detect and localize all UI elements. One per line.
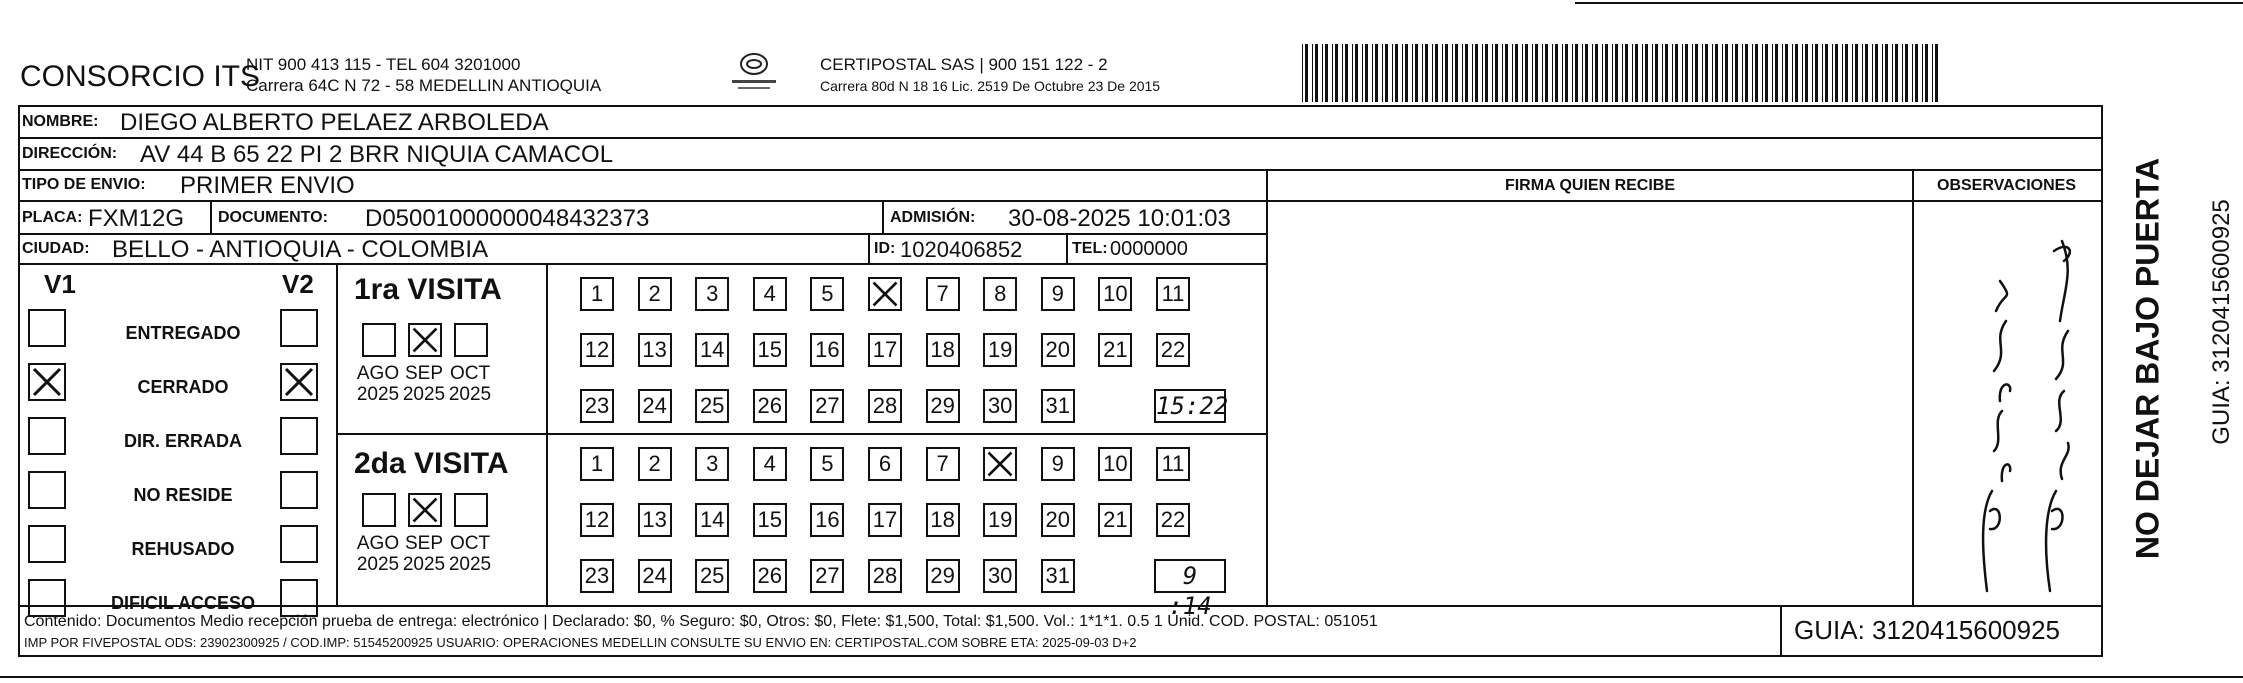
firma-header — [1268, 171, 1912, 202]
visit-1-month-year: 2025 — [356, 384, 400, 405]
visit-2-day-21[interactable]: 21 — [1098, 503, 1132, 537]
handwritten-observation — [1932, 211, 2092, 601]
status-label: DIR. ERRADA — [123, 431, 242, 451]
visit-1-day-12[interactable]: 12 — [580, 333, 614, 367]
row-nombre — [20, 107, 2103, 139]
visit-1-month-name: AGO — [356, 363, 400, 384]
visit-1-month-year: 2025 — [402, 384, 446, 405]
visit-1-day-20[interactable]: 20 — [1041, 333, 1075, 367]
visit-2-month-year: 2025 — [356, 554, 400, 575]
row-placa — [20, 202, 1268, 235]
visit-1-day-27[interactable]: 27 — [810, 389, 844, 423]
visit-1-day-25[interactable]: 25 — [695, 389, 729, 423]
visit-1-month-box[interactable] — [454, 323, 488, 357]
status-label: NO RESIDE — [133, 485, 233, 505]
visit-1-day-10[interactable]: 10 — [1098, 277, 1132, 311]
visit-2-panel — [338, 435, 1266, 620]
visit-2-day-4[interactable]: 4 — [753, 447, 787, 481]
id-value: 1020406852 — [900, 237, 1023, 262]
ciudad-label: CIUDAD: — [22, 240, 90, 257]
visit-1-divider — [546, 265, 548, 433]
checked-mark — [985, 449, 1015, 479]
direccion-label: DIRECCIÓN: — [22, 145, 118, 162]
visit-2-day-6[interactable]: 6 — [868, 447, 902, 481]
visit-1-month-box[interactable] — [362, 323, 396, 357]
side-guia: GUIA: 3120415600925 — [2208, 199, 2235, 445]
checked-mark — [410, 325, 440, 355]
id-label: ID: — [874, 240, 896, 257]
top-right-rule — [1575, 2, 2243, 4]
ciudad-value: BELLO - ANTIOQUIA - COLOMBIA — [112, 236, 489, 263]
placa-label: PLACA: — [22, 209, 83, 226]
checked-mark — [410, 495, 440, 525]
v1-checkbox[interactable] — [28, 417, 66, 455]
visit-2-day-22[interactable]: 22 — [1156, 503, 1190, 537]
visit-2-day-16[interactable]: 16 — [810, 503, 844, 537]
checked-mark — [870, 279, 900, 309]
footer-guia: GUIA: 3120415600925 — [1794, 615, 2060, 645]
footer — [20, 605, 2103, 655]
visit-1-day-23[interactable]: 23 — [580, 389, 614, 423]
admision-divider — [882, 202, 884, 233]
v2-checkbox[interactable] — [280, 471, 318, 509]
visit-1-day-9[interactable]: 9 — [1041, 277, 1075, 311]
visit-1-day-14[interactable]: 14 — [695, 333, 729, 367]
tel-label: TEL: — [1072, 240, 1108, 257]
postal-company: CERTIPOSTAL SAS | 900 151 122 - 2 — [820, 55, 1108, 74]
observaciones-label: OBSERVACIONES — [1937, 177, 2076, 194]
visit-1-title: 1ra VISITA — [354, 273, 502, 306]
visit-1-day-22[interactable]: 22 — [1156, 333, 1190, 367]
direccion-value: AV 44 B 65 22 PI 2 BRR NIQUIA CAMACOL — [140, 141, 614, 168]
visit-1-day-26[interactable]: 26 — [753, 389, 787, 423]
company-name: CONSORCIO ITS — [20, 60, 261, 93]
visit-2-day-29[interactable]: 29 — [926, 559, 960, 593]
nombre-label: NOMBRE: — [22, 113, 99, 130]
checked-mark — [282, 365, 316, 399]
admision-label: ADMISIÓN: — [890, 209, 976, 226]
visit-2-day-17[interactable]: 17 — [868, 503, 902, 537]
visit-2-month-name: SEP — [404, 533, 444, 554]
v2-label: V2 — [282, 269, 314, 299]
visit-2-day-2[interactable]: 2 — [638, 447, 672, 481]
visit-2-time-box[interactable]: 9 :14 — [1154, 559, 1226, 593]
visit-1-day-19[interactable]: 19 — [983, 333, 1017, 367]
visit-2-month-box[interactable] — [362, 493, 396, 527]
visit-2-day-24[interactable]: 24 — [638, 559, 672, 593]
firma-column — [1266, 171, 1914, 605]
visit-2-title: 2da VISITA — [354, 447, 509, 480]
visit-2-day-28[interactable]: 28 — [868, 559, 902, 593]
barcode — [1302, 44, 1940, 102]
row-direccion — [20, 139, 2103, 171]
visit-2-day-13[interactable]: 13 — [638, 503, 672, 537]
tel-divider — [1066, 235, 1068, 263]
tipo-label: TIPO DE ENVIO: — [22, 176, 146, 193]
observaciones-header — [1912, 171, 2101, 202]
row-ciudad — [20, 235, 1268, 265]
visit-1-day-29[interactable]: 29 — [926, 389, 960, 423]
postal-address: Carrera 80d N 18 16 Lic. 2519 De Octubre 23 De 2015 — [820, 78, 1161, 94]
observaciones-column — [1912, 171, 2103, 605]
company-nit: NIT 900 413 115 - TEL 604 3201000 — [246, 55, 521, 74]
visit-2-day-20[interactable]: 20 — [1041, 503, 1075, 537]
visit-2-month-year: 2025 — [402, 554, 446, 575]
status-label: ENTREGADO — [125, 323, 241, 343]
footer-guia-divider — [1780, 607, 1782, 655]
visit-1-time-box[interactable]: 15:22 — [1154, 389, 1226, 423]
status-label: CERRADO — [137, 377, 229, 397]
v2-checkbox[interactable] — [280, 525, 318, 563]
visit-2-day-8[interactable] — [983, 447, 1017, 481]
footer-imp-line: IMP POR FIVEPOSTAL ODS: 23902300925 / COD.IMP: 51545200925 USUARIO: OPERACIONES MEDELLIN CONSULTE SU ENVIO EN: CERTIPOSTAL.COM SOBRE ETA: 2025-09-03 D+2 — [24, 635, 1137, 650]
visit-1-day-1[interactable]: 1 — [580, 277, 614, 311]
visit-2-month-label — [440, 533, 500, 575]
visit-1-day-6[interactable] — [868, 277, 902, 311]
id-divider — [868, 235, 870, 263]
visit-2-day-5[interactable]: 5 — [810, 447, 844, 481]
visit-2-day-30[interactable]: 30 — [983, 559, 1017, 593]
visit-1-day-31[interactable]: 31 — [1041, 389, 1075, 423]
v2-checkbox[interactable] — [280, 309, 318, 347]
visit-1-month-box[interactable] — [408, 323, 442, 357]
visit-1-month-year: 2025 — [448, 384, 492, 405]
visit-1-day-15[interactable]: 15 — [753, 333, 787, 367]
visit-1-day-2[interactable]: 2 — [638, 277, 672, 311]
visit-2-month-name: AGO — [356, 533, 400, 554]
visit-1-month-name: OCT — [449, 363, 491, 384]
visit-1-day-5[interactable]: 5 — [810, 277, 844, 311]
visit-2-day-19[interactable]: 19 — [983, 503, 1017, 537]
visit-2-day-18[interactable]: 18 — [926, 503, 960, 537]
visit-1-day-21[interactable]: 21 — [1098, 333, 1132, 367]
visit-1-day-7[interactable]: 7 — [926, 277, 960, 311]
tipo-value: PRIMER ENVIO — [180, 172, 355, 199]
v2-checkbox[interactable] — [280, 417, 318, 455]
certipostal-logo — [724, 50, 784, 96]
visit-2-day-15[interactable]: 15 — [753, 503, 787, 537]
status-label: REHUSADO — [131, 539, 235, 559]
checked-mark — [30, 365, 64, 399]
visit-2-day-25[interactable]: 25 — [695, 559, 729, 593]
v2-checkbox[interactable] — [280, 363, 318, 401]
placa-value: FXM12G — [88, 205, 185, 232]
visit-1-day-30[interactable]: 30 — [983, 389, 1017, 423]
v1-label: V1 — [44, 269, 76, 299]
visit-2-day-7[interactable]: 7 — [926, 447, 960, 481]
visit-2-day-3[interactable]: 3 — [695, 447, 729, 481]
visit-2-day-10[interactable]: 10 — [1098, 447, 1132, 481]
visit-1-month-label — [440, 363, 500, 405]
tel-value: 0000000 — [1110, 238, 1188, 260]
visit-2-month-box[interactable] — [454, 493, 488, 527]
company-address: Carrera 64C N 72 - 58 MEDELLIN ANTIOQUIA — [246, 76, 602, 95]
visit-2-day-9[interactable]: 9 — [1041, 447, 1075, 481]
visit-2-day-1[interactable]: 1 — [580, 447, 614, 481]
visit-2-day-27[interactable]: 27 — [810, 559, 844, 593]
side-warning: NO DEJAR BAJO PUERTA — [2129, 157, 2166, 560]
visit-2-day-14[interactable]: 14 — [695, 503, 729, 537]
visit-2-month-name: OCT — [449, 533, 491, 554]
status-panel — [20, 265, 338, 613]
admision-value: 30-08-2025 10:01:03 — [1008, 205, 1231, 232]
firma-label: FIRMA QUIEN RECIBE — [1504, 177, 1676, 194]
visit-2-day-31[interactable]: 31 — [1041, 559, 1075, 593]
v1-checkbox[interactable] — [28, 363, 66, 401]
visit-2-month-year: 2025 — [448, 554, 492, 575]
visit-1-day-8[interactable]: 8 — [983, 277, 1017, 311]
visit-1-day-13[interactable]: 13 — [638, 333, 672, 367]
visit-1-day-3[interactable]: 3 — [695, 277, 729, 311]
visit-1-day-17[interactable]: 17 — [868, 333, 902, 367]
visit-1-day-18[interactable]: 18 — [926, 333, 960, 367]
status-label: DIFICIL ACCESO — [110, 593, 255, 613]
row-tipo — [20, 171, 1268, 202]
documento-label: DOCUMENTO: — [218, 209, 328, 226]
visit-1-day-16[interactable]: 16 — [810, 333, 844, 367]
visit-1-day-11[interactable]: 11 — [1156, 277, 1190, 311]
visit-2-day-23[interactable]: 23 — [580, 559, 614, 593]
visit-1-day-4[interactable]: 4 — [753, 277, 787, 311]
visit-2-day-11[interactable]: 11 — [1156, 447, 1190, 481]
side-text — [2108, 140, 2235, 580]
visit-1-day-28[interactable]: 28 — [868, 389, 902, 423]
visit-1-month-name: SEP — [404, 363, 444, 384]
v1-checkbox[interactable] — [28, 309, 66, 347]
visit-2-divider — [546, 435, 548, 605]
visit-2-day-26[interactable]: 26 — [753, 559, 787, 593]
bottom-rule — [0, 676, 2243, 678]
visit-2-day-12[interactable]: 12 — [580, 503, 614, 537]
visit-2-month-box[interactable] — [408, 493, 442, 527]
v1-checkbox[interactable] — [28, 471, 66, 509]
v1-checkbox[interactable] — [28, 525, 66, 563]
documento-value: D05001000000048432373 — [365, 205, 650, 232]
footer-content-line: Contenido: Documentos Medio recepción prueba de entrega: electrónico | Declarado: $0, % Seguro: $0, Otros: $0, Flete: $1,500, Total: $1,500. Vol.: 1*1*1. 0.5 1 Unid. COD. POSTAL: 051051 — [24, 613, 1378, 630]
visit-1-panel — [338, 265, 1266, 435]
visit-1-day-24[interactable]: 24 — [638, 389, 672, 423]
nombre-value: DIEGO ALBERTO PELAEZ ARBOLEDA — [120, 109, 549, 136]
placa-divider — [210, 202, 212, 233]
